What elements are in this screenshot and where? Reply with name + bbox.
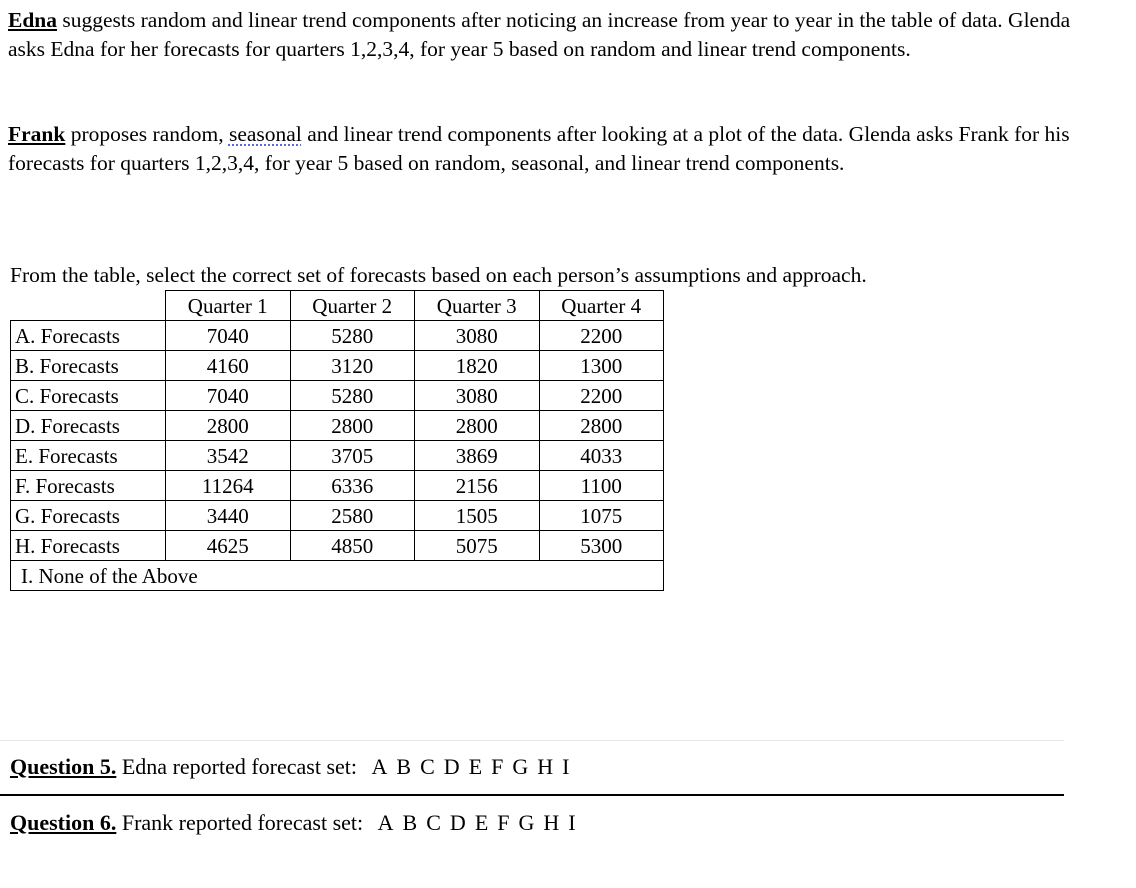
forecast-cell: 2800 bbox=[290, 411, 415, 441]
row-label: H. Forecasts bbox=[11, 531, 166, 561]
table-row bbox=[11, 381, 664, 411]
divider-top bbox=[0, 740, 1064, 741]
forecast-cell: 4160 bbox=[166, 351, 291, 381]
forecast-cell: 1505 bbox=[415, 501, 540, 531]
question-6-options bbox=[369, 810, 576, 835]
table-row bbox=[11, 441, 664, 471]
forecast-cell: 6336 bbox=[290, 471, 415, 501]
question-6 bbox=[10, 808, 576, 838]
answer-option-b[interactable]: B bbox=[396, 754, 412, 779]
forecast-cell: 3080 bbox=[415, 321, 540, 351]
table-row bbox=[11, 351, 664, 381]
forecast-cell: 1300 bbox=[539, 351, 664, 381]
forecast-cell: 4625 bbox=[166, 531, 291, 561]
header-quarter-3: Quarter 3 bbox=[415, 291, 540, 321]
table-row bbox=[11, 531, 664, 561]
question-6-text: Frank reported forecast set: bbox=[121, 810, 364, 835]
none-of-the-above-cell: I. None of the Above bbox=[11, 561, 664, 591]
question-5-title: Question 5. bbox=[10, 754, 117, 779]
forecast-cell: 1100 bbox=[539, 471, 664, 501]
row-label: A. Forecasts bbox=[11, 321, 166, 351]
forecast-cell: 2800 bbox=[166, 411, 291, 441]
forecast-cell: 5280 bbox=[290, 321, 415, 351]
forecast-cell: 5280 bbox=[290, 381, 415, 411]
forecast-table bbox=[10, 290, 664, 591]
forecast-cell: 3869 bbox=[415, 441, 540, 471]
table-instruction: From the table, select the correct set of forecasts based on each person’s assumptions and approach. bbox=[10, 263, 867, 287]
forecast-cell: 4033 bbox=[539, 441, 664, 471]
forecast-cell: 2800 bbox=[539, 411, 664, 441]
forecast-cell: 1820 bbox=[415, 351, 540, 381]
forecast-cell: 5300 bbox=[539, 531, 664, 561]
answer-option-b[interactable]: B bbox=[402, 810, 418, 835]
forecast-cell: 4850 bbox=[290, 531, 415, 561]
question-5-text: Edna reported forecast set: bbox=[121, 754, 358, 779]
table-body bbox=[11, 321, 664, 591]
table-row-none bbox=[11, 561, 664, 591]
answer-option-h[interactable]: H bbox=[537, 754, 554, 779]
answer-option-f[interactable]: F bbox=[491, 754, 504, 779]
forecast-cell: 11264 bbox=[166, 471, 291, 501]
answer-option-g[interactable]: G bbox=[512, 754, 529, 779]
header-quarter-2: Quarter 2 bbox=[290, 291, 415, 321]
edna-name: Edna bbox=[8, 8, 58, 32]
answer-option-a[interactable]: A bbox=[371, 754, 388, 779]
answer-option-h[interactable]: H bbox=[543, 810, 560, 835]
table-row bbox=[11, 321, 664, 351]
answer-option-d[interactable]: D bbox=[443, 754, 460, 779]
forecast-cell: 3120 bbox=[290, 351, 415, 381]
frank-text-after: and linear trend components after looking at a plot of the data. Glenda asks Frank for his forecasts for quarters 1,2,3,4, for year 5 based on random, seasonal, and linear trend components. bbox=[8, 122, 1070, 175]
table-row bbox=[11, 471, 664, 501]
frank-name: Frank bbox=[8, 122, 66, 146]
forecast-cell: 2156 bbox=[415, 471, 540, 501]
edna-paragraph bbox=[8, 6, 1098, 64]
table-row bbox=[11, 501, 664, 531]
header-quarter-4: Quarter 4 bbox=[539, 291, 664, 321]
header-quarter-1: Quarter 1 bbox=[166, 291, 291, 321]
answer-option-d[interactable]: D bbox=[449, 810, 466, 835]
row-label: G. Forecasts bbox=[11, 501, 166, 531]
answer-option-i[interactable]: I bbox=[568, 810, 576, 835]
forecast-cell: 7040 bbox=[166, 381, 291, 411]
edna-text: suggests random and linear trend components after noticing an increase from year to year in the table of data. Glenda asks Edna for her forecasts for quarters 1,2,3,4, for year 5 based on random and linear trend components. bbox=[8, 8, 1071, 61]
row-label: F. Forecasts bbox=[11, 471, 166, 501]
answer-option-c[interactable]: C bbox=[420, 754, 435, 779]
question-5-options bbox=[363, 754, 570, 779]
forecast-cell: 3542 bbox=[166, 441, 291, 471]
forecast-cell: 3440 bbox=[166, 501, 291, 531]
forecast-cell: 1075 bbox=[539, 501, 664, 531]
answer-option-i[interactable]: I bbox=[562, 754, 570, 779]
forecast-cell: 2200 bbox=[539, 321, 664, 351]
forecast-cell: 3080 bbox=[415, 381, 540, 411]
forecast-cell: 2580 bbox=[290, 501, 415, 531]
answer-option-a[interactable]: A bbox=[377, 810, 394, 835]
answer-option-e[interactable]: E bbox=[468, 754, 483, 779]
table-corner-cell bbox=[11, 291, 166, 321]
forecast-cell: 7040 bbox=[166, 321, 291, 351]
answer-option-g[interactable]: G bbox=[518, 810, 535, 835]
forecast-cell: 2200 bbox=[539, 381, 664, 411]
answer-option-f[interactable]: F bbox=[497, 810, 510, 835]
frank-paragraph bbox=[8, 120, 1098, 178]
table-header-row bbox=[11, 291, 664, 321]
answer-option-c[interactable]: C bbox=[426, 810, 441, 835]
question-6-title: Question 6. bbox=[10, 810, 117, 835]
forecast-cell: 5075 bbox=[415, 531, 540, 561]
forecast-cell: 3705 bbox=[290, 441, 415, 471]
seasonal-spellcheck-word: seasonal bbox=[228, 122, 302, 146]
table-row bbox=[11, 411, 664, 441]
divider-middle bbox=[0, 794, 1064, 796]
question-5 bbox=[10, 752, 570, 782]
row-label: B. Forecasts bbox=[11, 351, 166, 381]
forecast-cell: 2800 bbox=[415, 411, 540, 441]
frank-text-before: proposes random, bbox=[65, 122, 229, 146]
answer-option-e[interactable]: E bbox=[474, 810, 489, 835]
row-label: E. Forecasts bbox=[11, 441, 166, 471]
row-label: D. Forecasts bbox=[11, 411, 166, 441]
row-label: C. Forecasts bbox=[11, 381, 166, 411]
